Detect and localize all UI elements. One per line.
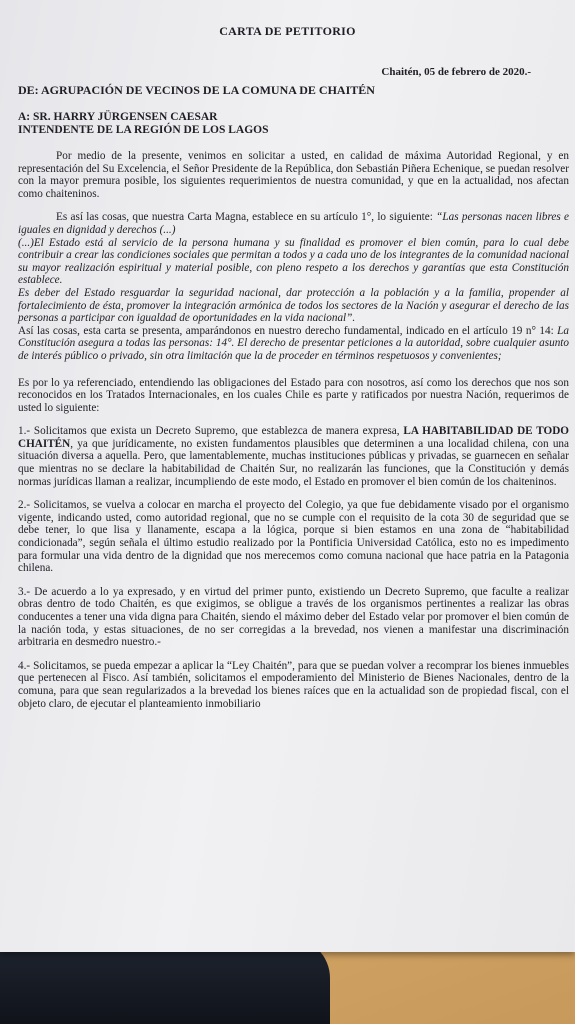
constitution-quote-3: Es deber del Estado resguardar la seguridad nacional, dar protección a la población y a la familia, propender al fortalecimiento de ésta, promover la integración armónica de todos los sectores de la Nación y asegurar el derecho de las personas a participar con igualdad de oportunidades en la vida nacional”.: [18, 286, 569, 325]
request-item-4: 4.- Solicitamos, se pueda empezar a aplicar la “Ley Chaitén”, para que se puedan volver a recomprar los bienes inmuebles que pertenecen al Fisco. Así también, solicitamos el empoderamiento del Ministerio de Bienes Nacionales, dentro de la comuna, para que sean regularizados a la brevedad los bienes raíces que en la actualidad son de propiedad fiscal, con el objeto claro, de ejecutar el planteamiento inmobiliario: [18, 659, 569, 710]
constitution-quote-1: “Las personas nacen libres e iguales en dignidad y derechos (...): [18, 211, 569, 236]
recipient-title: INTENDENTE DE LA REGIÓN DE LOS LAGOS: [18, 124, 269, 136]
article19-lead: Así las cosas, esta carta se presenta, amparándonos en nuestro derecho fundamental, indicado en el artículo 19 n° 14:: [18, 324, 558, 337]
request-item-2: 2.- Solicitamos, se vuelva a colocar en marcha el proyecto del Colegio, ya que fue debidamente visado por el organismo vigente, indicando usted, como autoridad regional, que no se cumple con el requisito de la cota 30 de seguridad que se debe tener, lo que lisa y llanamente, escapa a la lógica, porque si bien estamos en una zona de “habitabilidad condicionada”, según señala el último estudio realizado por la Pontificia Universidad Católica, esto no es impedimento para formular una vida dentro de la dignidad que nos merecemos como comuna nacional que hace patria en la Patagonia chilena.: [18, 499, 569, 575]
reference-paragraph: Es por lo ya referenciado, entendiendo las obligaciones del Estado para con nosotros, así como los derechos que nos son reconocidos en los Tratados Internacionales, en los cuales Chile es parte y ratificados por nuestra Nación, requerimos de usted lo siguiente:: [18, 376, 569, 414]
sender-line: DE: AGRUPACIÓN DE VECINOS DE LA COMUNA DE CHAITÉN: [18, 83, 375, 97]
document-date: Chaitén, 05 de febrero de 2020.-: [381, 66, 531, 78]
article19-quote: La Constitución asegura a todas las personas: 14°. El derecho de presentar peticiones a la autoridad, sobre cualquier asunto de interés público o privado, sin otra limitación que la de proceder en términos respetuosos y convenientes;: [18, 324, 569, 362]
recipient-name: A: SR. HARRY JÜRGENSEN CAESAR: [18, 111, 218, 123]
request-item-3: 3.- De acuerdo a lo ya expresado, y en virtud del primer punto, existiendo un Decreto Supremo, que faculte a realizar obras dentro de todo Chaitén, es que exigimos, se obligue a través de los organismos pertinentes a realizar las obras conducentes a tener una vida digna para Chaitén, siendo el máximo deber del Estado velar por promover el bien común de la nación toda, y estas situaciones, de no ser corregidas a la brevedad, nos vienen a manifestar una discriminación arbitraria en desmedro nuestro.-: [18, 585, 569, 649]
item1-rest: , ya que jurídicamente, no existen fundamentos plausibles que determinen a una localidad chilena, con una situación diversa a aquella. Pero, que lamentablemente, muchas instituciones públicas y privadas, se guarnecen en señalar que mientras no se declare la habitabilidad de Chaitén Sur, no realizarán las funciones, que la Constitución y demás normas jurídicas llaman a realizar, incumpliendo de este modo, el Estado en promover el bien común de los chaiteninos.: [18, 437, 569, 488]
request-item-1: [18, 425, 569, 488]
constitution-paragraph: [18, 211, 569, 362]
item1-emphasis: LA HABITABILIDAD DE TODO CHAITÉN: [18, 425, 569, 450]
letter-body: [18, 150, 569, 721]
intro-paragraph: Por medio de la presente, venimos en solicitar a usted, en calidad de máxima Autoridad Regional, y en representación del Su Excelencia, el Señor Presidente de la República, don Sebastián Piñera Echenique, se puedan resolver con la mayor premura posible, los siguientes requerimientos de nuestra comunidad, y que en la actualidad, nos afectan como chaiteninos.: [18, 150, 569, 200]
recipient-block: [18, 111, 269, 137]
constitution-lead: Es así las cosas, que nuestra Carta Magna, establece en su artículo 1°, lo siguiente:: [56, 211, 437, 224]
item1-lead: 1.- Solicitamos que exista un Decreto Supremo, que establezca de manera expresa,: [18, 425, 404, 438]
document-title: CARTA DE PETITORIO: [219, 24, 356, 38]
constitution-quote-2: (...)El Estado está al servicio de la persona humana y su finalidad es promover el bien común, para lo cual debe contribuir a crear las condiciones sociales que permitan a todos y a cada uno de los integrantes de la comunidad nacional su mayor realización espiritual y material posible, con pleno respeto a los derechos y garantías que esta Constitución establece.: [18, 236, 569, 287]
